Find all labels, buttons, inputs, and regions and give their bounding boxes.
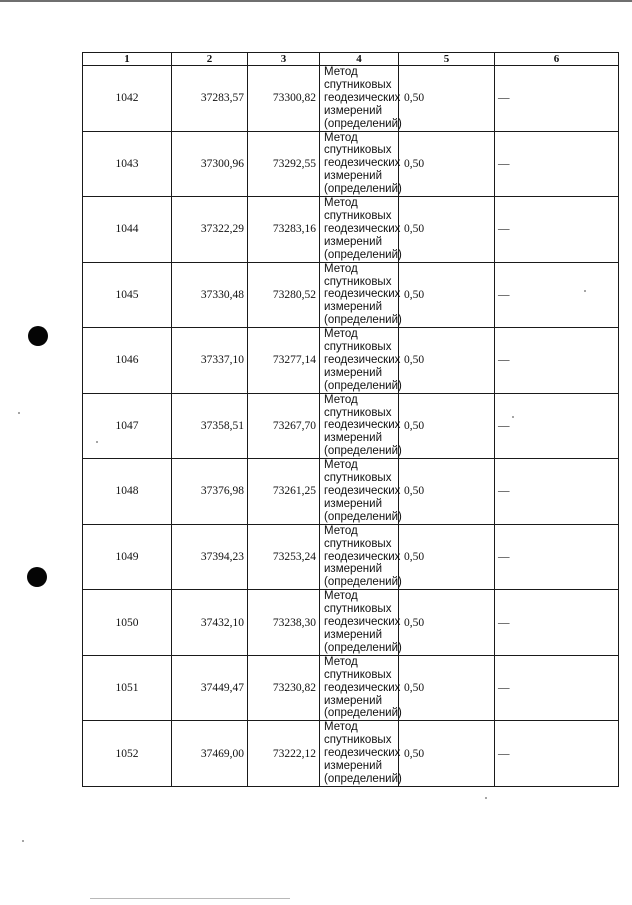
accuracy-value: 0,50 — [399, 721, 495, 787]
table-row — [83, 197, 619, 263]
coordinate-x: 37376,98 — [172, 459, 248, 525]
method-line: (определений) — [324, 641, 402, 654]
method-line: измерений — [324, 366, 382, 379]
table-row — [83, 66, 619, 132]
method-line: геодезических — [324, 288, 401, 301]
method-line: измерений — [324, 563, 382, 576]
accuracy-value: 0,50 — [399, 328, 495, 394]
method-line: геодезических — [324, 747, 401, 760]
accuracy-value: 0,50 — [399, 459, 495, 525]
method-line: геодезических — [324, 419, 401, 432]
column-header-3: 3 — [248, 53, 320, 66]
method-line: Метод — [324, 721, 358, 734]
coordinate-x: 37322,29 — [172, 197, 248, 263]
method-line: спутниковых — [324, 472, 392, 485]
coordinate-x: 37394,23 — [172, 524, 248, 590]
method-line: Метод — [324, 459, 358, 472]
table-row — [83, 524, 619, 590]
note-dash: — — [495, 66, 619, 132]
determination-method — [320, 328, 402, 394]
accuracy-value: 0,50 — [399, 655, 495, 721]
accuracy-value: 0,50 — [399, 197, 495, 263]
method-line: спутниковых — [324, 341, 392, 354]
method-line: (определений) — [324, 183, 402, 196]
point-number: 1044 — [83, 197, 172, 263]
coordinate-x: 37337,10 — [172, 328, 248, 394]
method-line: Метод — [324, 262, 358, 275]
coordinates-table — [82, 52, 619, 787]
coordinate-x: 37469,00 — [172, 721, 248, 787]
determination-method — [320, 393, 402, 459]
point-number: 1042 — [83, 66, 172, 132]
method-line: (определений) — [324, 379, 402, 392]
note-dash: — — [495, 721, 619, 787]
point-number: 1052 — [83, 721, 172, 787]
method-line: (определений) — [324, 510, 402, 523]
note-dash: — — [495, 459, 619, 525]
coordinate-x: 37283,57 — [172, 66, 248, 132]
coordinate-x: 37300,96 — [172, 131, 248, 197]
method-line: геодезических — [324, 681, 401, 694]
determination-method — [320, 131, 402, 197]
determination-method — [320, 721, 402, 787]
note-dash: — — [495, 655, 619, 721]
coordinate-y: 73253,24 — [248, 524, 320, 590]
coordinate-y: 73280,52 — [248, 262, 320, 328]
coordinate-x: 37330,48 — [172, 262, 248, 328]
method-line: Метод — [324, 655, 358, 668]
point-number: 1047 — [83, 393, 172, 459]
method-line: геодезических — [324, 616, 401, 629]
coordinate-y: 73283,16 — [248, 197, 320, 263]
point-number: 1049 — [83, 524, 172, 590]
column-header-2: 2 — [172, 53, 248, 66]
method-line: (определений) — [324, 248, 402, 261]
coordinate-y: 73300,82 — [248, 66, 320, 132]
binder-hole-bottom — [27, 567, 47, 587]
method-line: Метод — [324, 328, 358, 341]
coordinate-y: 73292,55 — [248, 131, 320, 197]
coordinate-y: 73238,30 — [248, 590, 320, 656]
determination-method — [320, 197, 402, 263]
method-line: измерений — [324, 301, 382, 314]
method-line: (определений) — [324, 117, 402, 130]
method-line: измерений — [324, 694, 382, 707]
method-line: геодезических — [324, 550, 401, 563]
note-dash: — — [495, 590, 619, 656]
method-line: спутниковых — [324, 78, 392, 91]
note-dash: — — [495, 393, 619, 459]
method-line: измерений — [324, 497, 382, 510]
method-line: (определений) — [324, 707, 402, 720]
point-number: 1051 — [83, 655, 172, 721]
method-line: Метод — [324, 66, 358, 78]
note-dash: — — [495, 131, 619, 197]
method-line: геодезических — [324, 157, 401, 170]
determination-method — [320, 524, 402, 590]
binder-hole-top — [28, 326, 48, 346]
method-line: спутниковых — [324, 144, 392, 157]
column-header-4: 4 — [320, 53, 399, 66]
table-row — [83, 459, 619, 525]
note-dash: — — [495, 197, 619, 263]
determination-method — [320, 66, 402, 132]
determination-method — [320, 459, 402, 525]
scan-speck — [18, 412, 20, 414]
coordinate-x: 37432,10 — [172, 590, 248, 656]
scan-speck — [485, 797, 487, 799]
method-line: (определений) — [324, 772, 402, 785]
coordinate-x: 37358,51 — [172, 393, 248, 459]
coordinate-x: 37449,47 — [172, 655, 248, 721]
point-number: 1043 — [83, 131, 172, 197]
method-line: геодезических — [324, 222, 401, 235]
point-number: 1045 — [83, 262, 172, 328]
table-row — [83, 328, 619, 394]
table-row — [83, 393, 619, 459]
scan-edge-top — [0, 0, 632, 2]
point-number: 1046 — [83, 328, 172, 394]
method-line: Метод — [324, 131, 358, 144]
coordinate-y: 73230,82 — [248, 655, 320, 721]
method-line: (определений) — [324, 445, 402, 458]
method-line: измерений — [324, 760, 382, 773]
table-header-row — [83, 53, 619, 66]
method-line: спутниковых — [324, 537, 392, 550]
method-line: спутниковых — [324, 603, 392, 616]
method-line: измерений — [324, 104, 382, 117]
method-line: спутниковых — [324, 209, 392, 222]
table-row — [83, 262, 619, 328]
method-line: измерений — [324, 628, 382, 641]
determination-method — [320, 655, 402, 721]
note-dash: — — [495, 328, 619, 394]
method-line: спутниковых — [324, 668, 392, 681]
accuracy-value: 0,50 — [399, 590, 495, 656]
method-line: спутниковых — [324, 734, 392, 747]
method-line: (определений) — [324, 576, 402, 589]
column-header-5: 5 — [399, 53, 495, 66]
method-line: спутниковых — [324, 406, 392, 419]
method-line: геодезических — [324, 353, 401, 366]
coordinate-y: 73222,12 — [248, 721, 320, 787]
accuracy-value: 0,50 — [399, 262, 495, 328]
method-line: измерений — [324, 432, 382, 445]
column-header-1: 1 — [83, 53, 172, 66]
coordinate-y: 73261,25 — [248, 459, 320, 525]
method-line: Метод — [324, 197, 358, 210]
table-row — [83, 655, 619, 721]
column-header-6: 6 — [495, 53, 619, 66]
note-dash: — — [495, 524, 619, 590]
method-line: Метод — [324, 524, 358, 537]
method-line: геодезических — [324, 91, 401, 104]
method-line: (определений) — [324, 314, 402, 327]
determination-method — [320, 590, 402, 656]
accuracy-value: 0,50 — [399, 66, 495, 132]
method-line: Метод — [324, 393, 358, 406]
note-dash: — — [495, 262, 619, 328]
method-line: измерений — [324, 235, 382, 248]
accuracy-value: 0,50 — [399, 131, 495, 197]
point-number: 1050 — [83, 590, 172, 656]
method-line: спутниковых — [324, 275, 392, 288]
coordinate-y: 73277,14 — [248, 328, 320, 394]
table-row — [83, 590, 619, 656]
point-number: 1048 — [83, 459, 172, 525]
table-row — [83, 131, 619, 197]
accuracy-value: 0,50 — [399, 393, 495, 459]
method-line: Метод — [324, 590, 358, 603]
table-row — [83, 721, 619, 787]
accuracy-value: 0,50 — [399, 524, 495, 590]
coordinate-y: 73267,70 — [248, 393, 320, 459]
method-line: геодезических — [324, 485, 401, 497]
method-line: измерений — [324, 170, 382, 183]
determination-method — [320, 262, 402, 328]
scan-speck — [22, 840, 24, 842]
scan-edge-bottom — [90, 898, 290, 899]
